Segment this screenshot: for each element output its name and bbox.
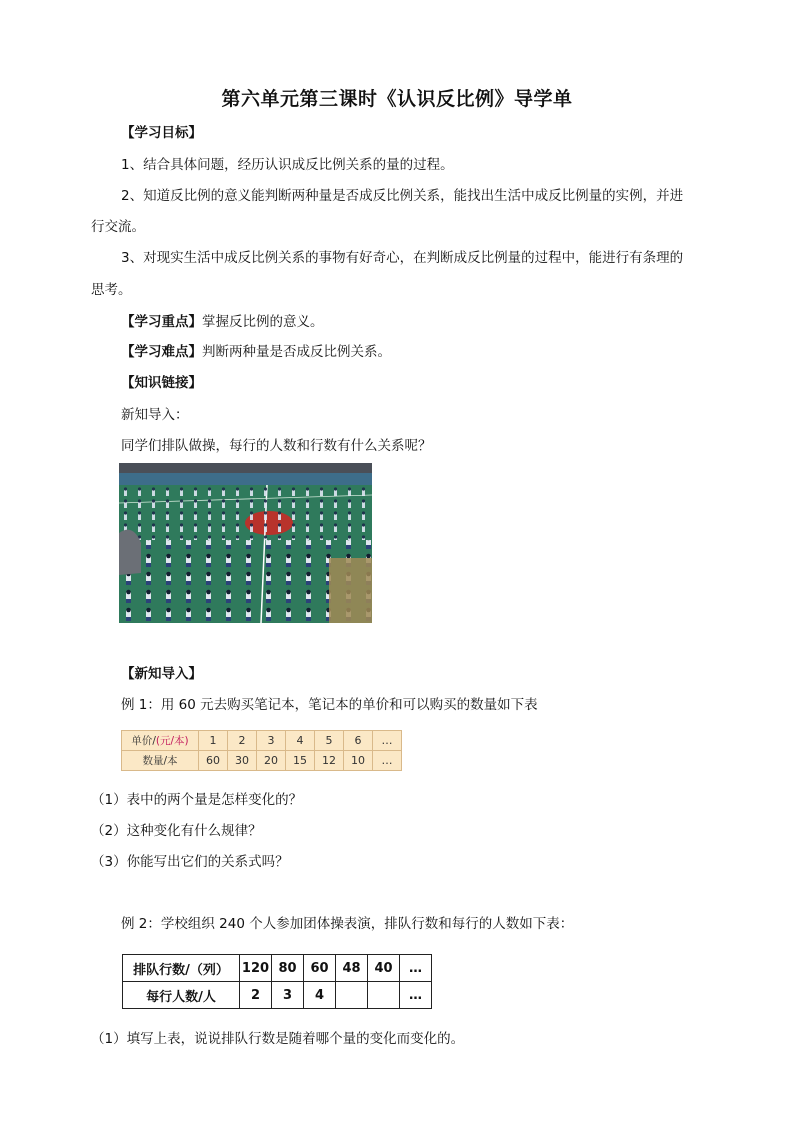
key-point (121, 312, 324, 332)
example-1-text: 例 1：用 60 元去购买笔记本，笔记本的单价和可以购买的数量如下表 (121, 697, 538, 713)
objective-item-3: 3、对现实生活中成反比例关系的事物有好奇心，在判断成反比例量的过程中，能进行有条理的 (121, 250, 684, 266)
table-row-header: 排队行数/（列） (123, 955, 240, 982)
table-cell: 10 (344, 751, 373, 771)
rows-people-table (122, 954, 432, 1009)
table-cell: 60 (199, 751, 228, 771)
question-1: （1）表中的两个量是怎样变化的？ (91, 792, 303, 808)
table-cell: 20 (257, 751, 286, 771)
example-2-text: 例 2：学校组织 240 个人参加团体操表演，排队行数和每行的人数如下表： (121, 916, 574, 932)
table-cell: … (373, 731, 402, 751)
objective-item-1: 1、结合具体问题，经历认识成反比例关系的量的过程。 (121, 157, 454, 173)
price-unit-label: (元/本) (155, 735, 189, 747)
key-point-label: 【学习重点】 (121, 314, 202, 330)
table-cell: 2 (228, 731, 257, 751)
table-cell: 40 (368, 955, 400, 982)
table-cell: 12 (315, 751, 344, 771)
objective-item-2: 2、知道反比例的意义能判断两种量是否成反比例关系，能找出生活中成反比例量的实例，并进 (121, 188, 684, 204)
price-quantity-table (121, 730, 402, 771)
table-cell: 3 (272, 982, 304, 1009)
new-knowledge-heading: 【新知导入】 (121, 666, 202, 682)
table-cell-empty[interactable] (368, 982, 400, 1009)
knowledge-link-question: 同学们排队做操，每行的人数和行数有什么关系呢？ (121, 438, 432, 454)
table-row-header (122, 731, 199, 751)
table-row-header: 数量/本 (122, 751, 199, 771)
knowledge-link-intro: 新知导入： (121, 407, 189, 423)
table-cell: 4 (304, 982, 336, 1009)
key-point-text: 掌握反比例的意义。 (202, 314, 324, 330)
table-cell: … (373, 751, 402, 771)
table-cell: 6 (344, 731, 373, 751)
difficulty-label: 【学习难点】 (121, 344, 202, 360)
objectives-heading: 【学习目标】 (121, 125, 202, 141)
table-cell: … (400, 955, 432, 982)
table-cell: 3 (257, 731, 286, 751)
table-cell: 2 (240, 982, 272, 1009)
difficulty (121, 342, 391, 362)
knowledge-link-heading: 【知识链接】 (121, 375, 202, 391)
table-cell: 30 (228, 751, 257, 771)
final-question: （1）填写上表，说说排队行数是随着哪个量的变化而变化的。 (91, 1031, 465, 1047)
table-row (122, 731, 402, 751)
difficulty-text: 判断两种量是否成反比例关系。 (202, 344, 391, 360)
table-row-header: 每行人数/人 (123, 982, 240, 1009)
table-cell: 1 (199, 731, 228, 751)
table-row (122, 751, 402, 771)
table-cell: 120 (240, 955, 272, 982)
table-cell-empty[interactable] (336, 982, 368, 1009)
table-cell: 5 (315, 731, 344, 751)
table-cell: 48 (336, 955, 368, 982)
objective-item-2-cont: 行交流。 (91, 219, 145, 235)
objective-item-3-cont: 思考。 (91, 282, 132, 298)
question-2: （2）这种变化有什么规律？ (91, 823, 262, 839)
table-cell: 4 (286, 731, 315, 751)
exercise-photo-svg (119, 463, 372, 623)
table-cell: 15 (286, 751, 315, 771)
table-row (123, 955, 432, 982)
page-title: 第六单元第三课时《认识反比例》导学单 (221, 88, 573, 110)
exercise-photo (119, 463, 372, 623)
table-cell: 60 (304, 955, 336, 982)
question-3: （3）你能写出它们的关系式吗？ (91, 854, 289, 870)
table-cell: … (400, 982, 432, 1009)
table-row (123, 982, 432, 1009)
price-label: 单价/ (131, 735, 156, 747)
table-cell: 80 (272, 955, 304, 982)
